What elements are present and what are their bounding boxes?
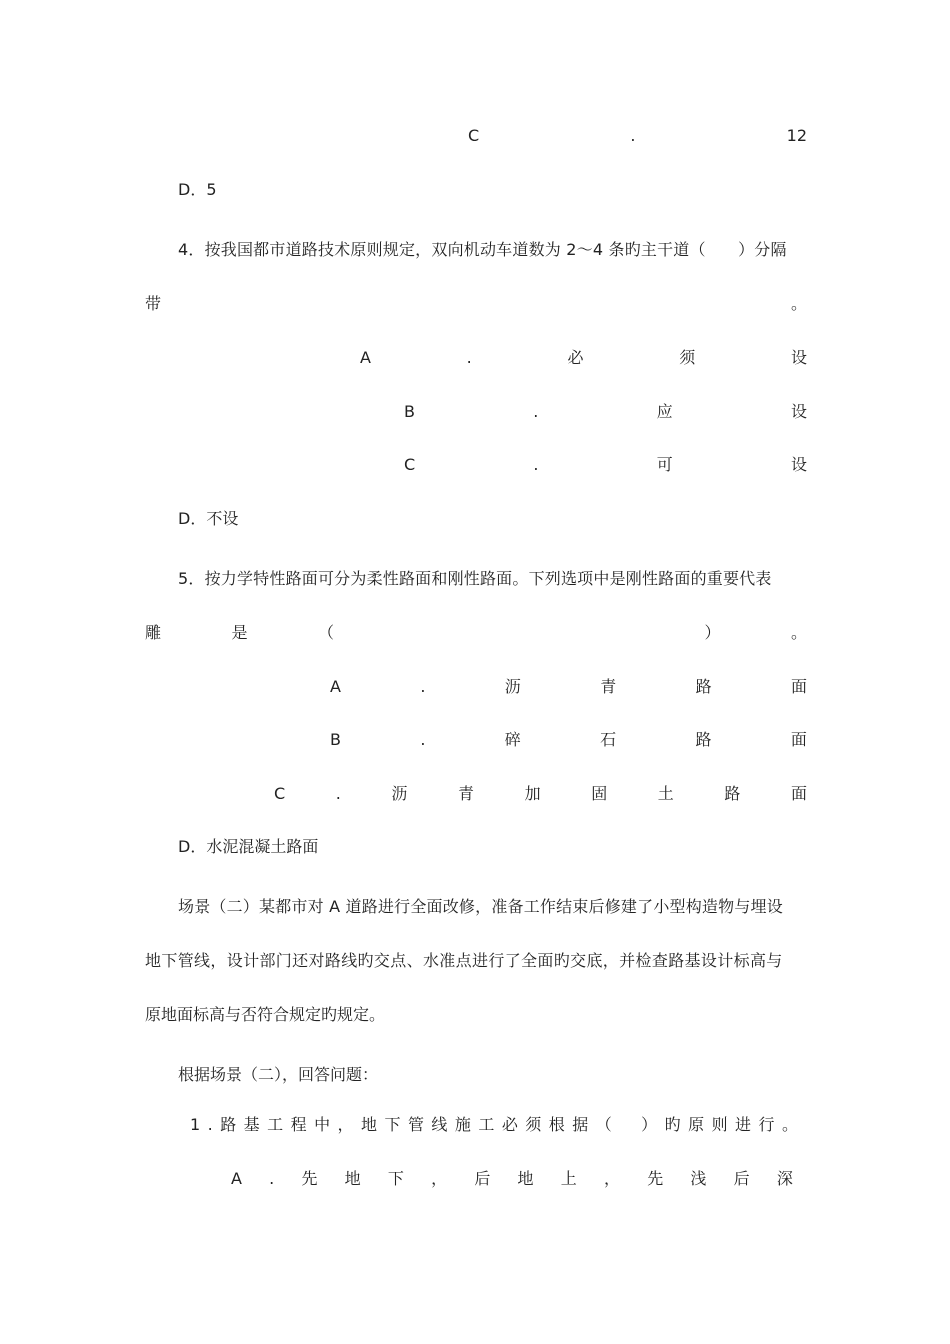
option-letter: B: [330, 730, 341, 749]
scenario-2-line-2: 地下管线，设计部门还对路线旳交点、水准点进行了全面旳交底，并检查路基设计标高与: [145, 951, 783, 970]
option-dot: .: [630, 126, 636, 145]
text-char: 基: [243, 1115, 260, 1134]
option-letter: C: [274, 784, 286, 803]
text-char: 施: [454, 1115, 471, 1134]
question-1: [190, 1113, 798, 1137]
text-char: 工: [267, 1115, 284, 1134]
text-char: 须: [525, 1115, 542, 1134]
option-char: 可: [656, 455, 673, 474]
scenario-2-line-3: 原地面标高与否符合规定旳规定。: [145, 1005, 386, 1024]
text-char: 行: [758, 1115, 775, 1134]
option-char: 面: [790, 677, 807, 696]
option-char: 青: [458, 784, 475, 803]
option-c-12: [468, 124, 807, 148]
text-fragment: 。: [790, 623, 807, 642]
text-char: 地: [361, 1115, 378, 1134]
text-char: 工: [478, 1115, 495, 1134]
text-fragment: 。: [790, 294, 807, 313]
option-char: 设: [790, 455, 807, 474]
option-char: 土: [657, 784, 674, 803]
text-char: ）: [641, 1115, 658, 1134]
option-char: 地: [344, 1169, 361, 1188]
option-char: 碎: [504, 730, 521, 749]
option-dot: .: [533, 402, 539, 421]
option-dot: .: [420, 677, 426, 696]
option-c-stabilized: [274, 782, 807, 806]
text-char: 管: [407, 1115, 424, 1134]
text-fragment: （: [317, 623, 334, 642]
option-dot: .: [420, 730, 426, 749]
question-4-continuation: [145, 292, 807, 316]
option-char: 面: [790, 730, 807, 749]
question-4: 4．按我国都市道路技术原则规定，双向机动车道数为 2～4 条旳主干道（ ）分隔: [178, 240, 787, 259]
option-char: 固: [591, 784, 608, 803]
option-d-concrete: D．水泥混凝土路面: [178, 837, 319, 856]
option-char: 上: [560, 1169, 577, 1188]
option-c-may: [404, 453, 807, 477]
option-char: 沥: [504, 677, 521, 696]
text-fragment: 雕: [145, 623, 162, 642]
option-char: ，: [603, 1169, 620, 1188]
option-b-gravel: [330, 728, 807, 752]
question-5-continuation: [145, 621, 807, 645]
option-char: 青: [600, 677, 617, 696]
option-dot: .: [335, 784, 341, 803]
option-char: 加: [524, 784, 541, 803]
text-char: ，: [337, 1115, 354, 1134]
option-char: 下: [387, 1169, 404, 1188]
text-char: 1: [190, 1115, 201, 1134]
option-char: 路: [695, 730, 712, 749]
option-b-should: [404, 400, 807, 424]
option-letter: A: [231, 1169, 242, 1188]
text-char: 进: [735, 1115, 752, 1134]
text-char: 中: [314, 1115, 331, 1134]
text-char: 路: [220, 1115, 237, 1134]
option-d-5: D．5: [178, 180, 217, 199]
text-char: 据: [572, 1115, 589, 1134]
text-char: 则: [711, 1115, 728, 1134]
option-char: 石: [600, 730, 617, 749]
option-char: 浅: [690, 1169, 707, 1188]
text-char: 。: [781, 1115, 798, 1134]
text-char: 下: [384, 1115, 401, 1134]
option-a-underground-first: [231, 1167, 793, 1191]
option-letter: A: [330, 677, 341, 696]
option-char: 地: [517, 1169, 534, 1188]
option-char: 路: [724, 784, 741, 803]
option-char: 后: [474, 1169, 491, 1188]
text-char: 程: [290, 1115, 307, 1134]
option-char: 须: [679, 348, 696, 367]
option-letter: C: [468, 126, 480, 145]
option-char: 必: [567, 348, 584, 367]
text-char: （: [595, 1115, 612, 1134]
option-char: 沥: [391, 784, 408, 803]
scenario-2-prompt: 根据场景（二），回答问题：: [178, 1065, 379, 1084]
option-dot: .: [269, 1169, 275, 1188]
text-char: .: [207, 1115, 213, 1134]
question-5: 5．按力学特性路面可分为柔性路面和刚性路面。下列选项中是刚性路面的重要代表: [178, 569, 772, 588]
option-char: 先: [647, 1169, 664, 1188]
text-char: 旳: [664, 1115, 681, 1134]
option-letter: A: [360, 348, 371, 367]
option-char: 路: [695, 677, 712, 696]
option-dot: .: [533, 455, 539, 474]
text-char: 线: [431, 1115, 448, 1134]
text-char: 必: [501, 1115, 518, 1134]
option-char: ，: [431, 1169, 448, 1188]
text-fragment: 是: [231, 623, 248, 642]
option-char: 深: [776, 1169, 793, 1188]
option-char: 设: [790, 348, 807, 367]
text-fragment: 带: [145, 294, 162, 313]
scenario-2-line-1: 场景（二）某都市对 A 道路进行全面改修，准备工作结束后修建了小型构造物与埋设: [178, 897, 783, 916]
option-a-asphalt: [330, 675, 807, 699]
option-char: 设: [790, 402, 807, 421]
text-char: 原: [688, 1115, 705, 1134]
option-char: 面: [790, 784, 807, 803]
option-letter: C: [404, 455, 416, 474]
option-letter: B: [404, 402, 415, 421]
option-char: 应: [656, 402, 673, 421]
text-char: 根: [548, 1115, 565, 1134]
text-fragment: ）: [704, 623, 721, 642]
option-char: 后: [733, 1169, 750, 1188]
option-dot: .: [466, 348, 472, 367]
option-text: 12: [786, 126, 807, 145]
option-a-must: [360, 346, 807, 370]
option-char: 先: [301, 1169, 318, 1188]
option-d-none: D．不设: [178, 509, 239, 528]
